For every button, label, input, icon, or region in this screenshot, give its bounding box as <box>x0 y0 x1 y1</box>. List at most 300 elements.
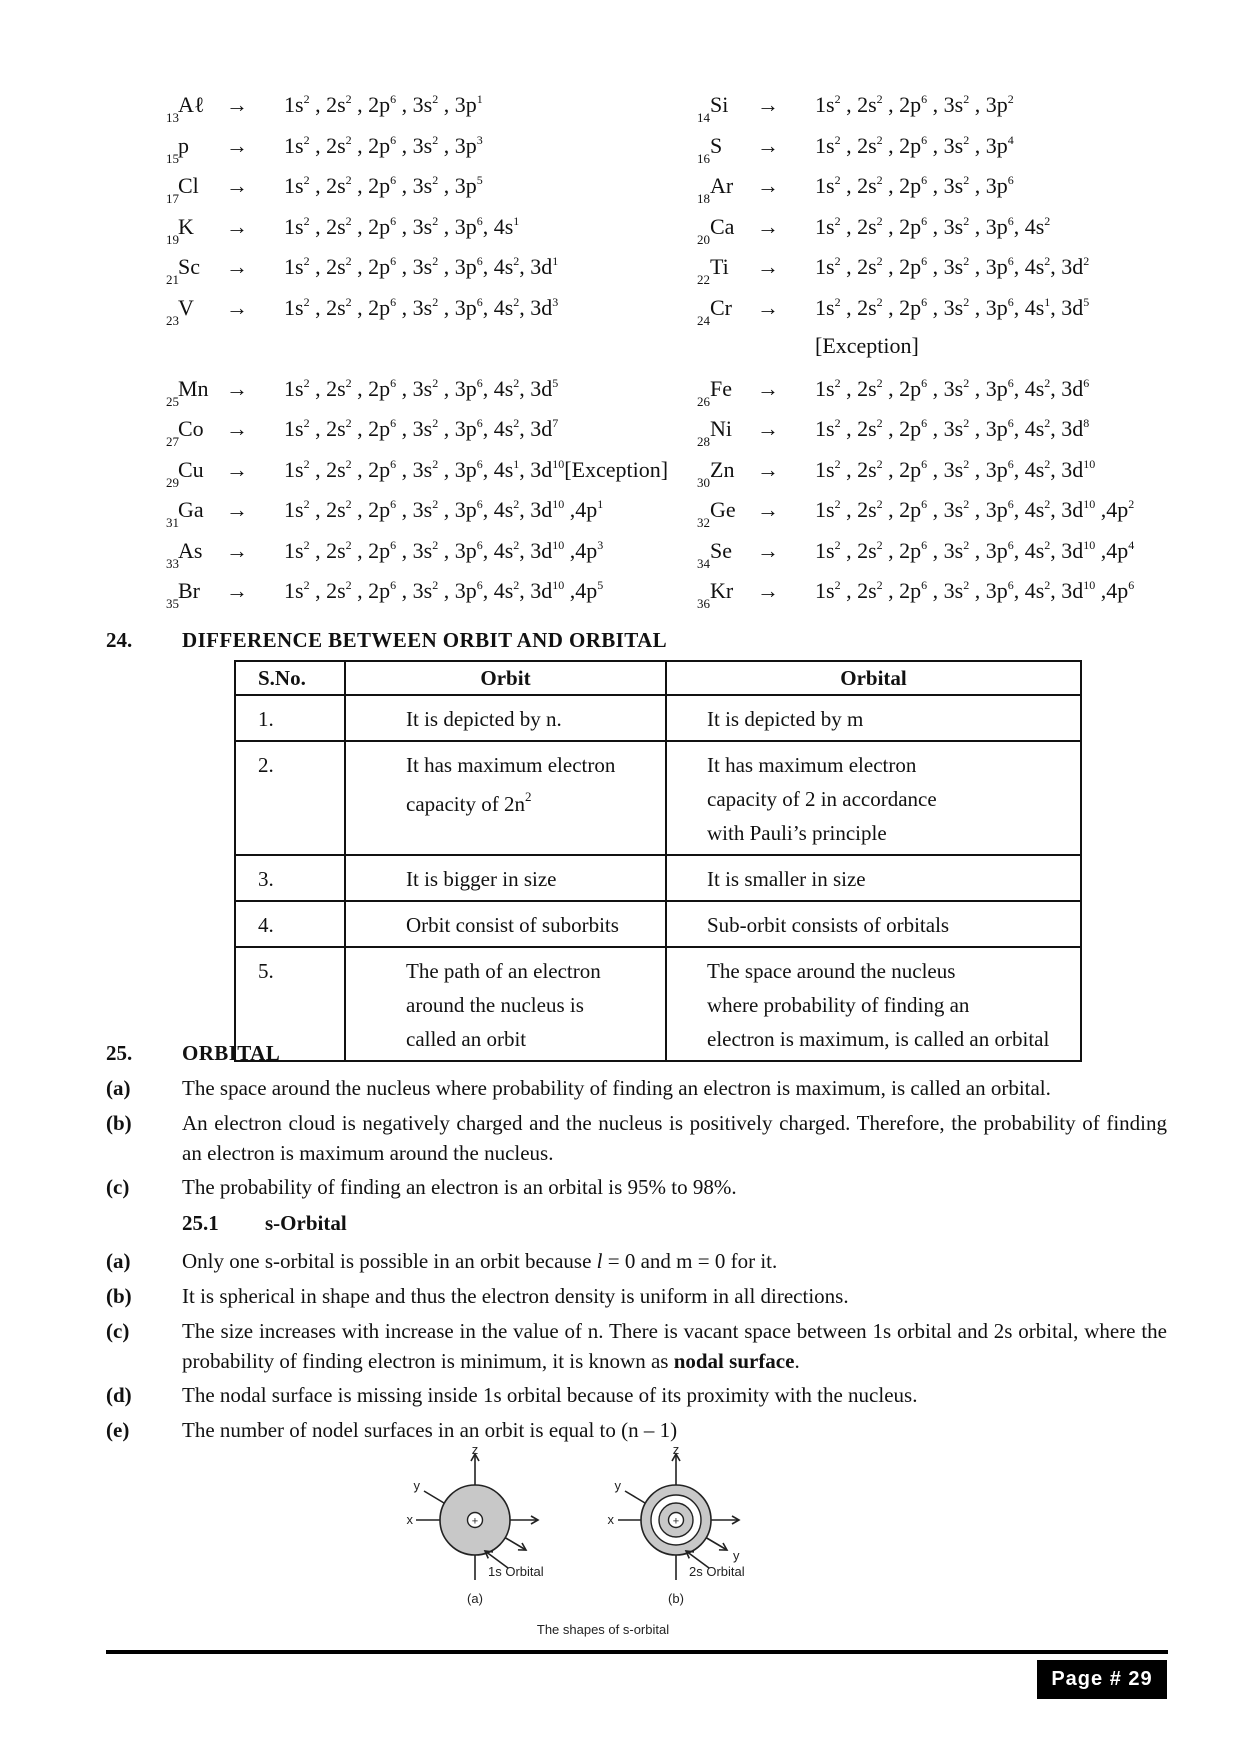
axis-label-y: y <box>413 1478 420 1493</box>
arrow-icon: → <box>757 92 779 117</box>
orbital-term: $3p^6$ <box>454 376 483 401</box>
atomic-number: 29 <box>166 475 179 490</box>
orbital-term: $2p^6$ <box>368 133 397 158</box>
axis-label-z: z <box>672 1442 680 1457</box>
orbital-term: $2s^2$ <box>326 416 352 441</box>
orbital-term: $3s^2$ <box>943 416 970 441</box>
axis-label-z: z <box>471 1442 479 1457</box>
orbital-term: $3s^2$ <box>412 538 439 563</box>
cell-orbit: It is depicted by n. <box>345 695 666 741</box>
orbital-term: $3s^2$ <box>943 538 970 563</box>
orbital-term: $1s^2$ <box>815 538 841 563</box>
orbital-term: $2s^2$ <box>326 92 352 117</box>
table-row <box>235 695 1081 741</box>
orbital-term: $1s^2$ <box>815 92 841 117</box>
orbital-term: $1s^2$ <box>815 416 841 441</box>
nucleus-sign: + <box>672 1515 680 1528</box>
orbital-term: $3p^6$ <box>454 497 483 522</box>
orbital-term: $1s^2$ <box>284 295 310 320</box>
atomic-number: 30 <box>697 475 710 490</box>
electron-configuration: $1s^2$ , $2s^2$ , $2p^6$ , $3s^2$ , $3p^6$, $4s^2$, $3d^1$ <box>284 254 559 279</box>
electron-configuration: $1s^2$ , $2s^2$ , $2p^6$ , $3s^2$ , $3p^5$ <box>284 173 483 198</box>
orbital-term: $3p^6$ <box>454 538 483 563</box>
orbital-term: $4s^2$ <box>493 376 520 401</box>
electron-configuration: $1s^2$ , $2s^2$ , $2p^6$ , $3s^2$ , $3p^6$, $4s^1$ <box>284 214 520 239</box>
electron-configuration: $1s^2$ , $2s^2$ , $2p^6$ , $3s^2$ , $3p^6$, $4s^2$, $3d^5$ <box>284 376 559 401</box>
electron-configuration: $1s^2$ , $2s^2$ , $2p^6$ , $3s^2$ , $3p^6$, $4s^2$, $3d^6$ <box>815 376 1090 401</box>
element-symbol: Ar <box>710 173 734 198</box>
orbital-term: $3d^7$ <box>530 416 559 441</box>
orbital-term: $2p^6$ <box>899 538 928 563</box>
electron-configuration: $1s^2$ , $2s^2$ , $2p^6$ , $3s^2$ , $3p^6$, $4s^1$, $3d^5$ <box>815 295 1090 320</box>
arrow-icon: → <box>757 214 779 239</box>
element-symbol: Fe <box>710 376 732 401</box>
orbital-term: $2s^2$ <box>857 92 883 117</box>
orbital-term: $1s^2$ <box>815 295 841 320</box>
element-symbol: Ga <box>178 497 204 522</box>
cell-orbit: The path of an electron around the nucleus is called an orbit <box>345 947 666 1061</box>
orbital-term: $4s^2$ <box>493 538 520 563</box>
electron-configuration: $1s^2$ , $2s^2$ , $2p^6$ , $3s^2$ , $3p^6$, $4s^2$, $3d^8$ <box>815 416 1090 441</box>
footer-rule <box>106 1650 1168 1654</box>
orbital-term: $3p^6$ <box>454 416 483 441</box>
orbital-term: $3s^2$ <box>943 92 970 117</box>
s-orbital-figure <box>380 1440 840 1645</box>
element-symbol: As <box>178 538 203 563</box>
electron-configuration: $1s^2$ , $2s^2$ , $2p^6$ , $3s^2$ , $3p^6$ <box>815 173 1014 198</box>
orbital-term: $2p^6$ <box>368 497 397 522</box>
orbital-term: $1s^2$ <box>815 457 841 482</box>
element-symbol: Br <box>178 578 200 603</box>
arrow-icon: → <box>226 538 248 563</box>
nucleus-sign: + <box>471 1515 479 1528</box>
orbital-term: $2s^2$ <box>857 376 883 401</box>
electron-configuration: $1s^2$ , $2s^2$ , $2p^6$ , $3s^2$ , $3p^1$ <box>284 92 483 117</box>
item-label: (a) <box>106 1076 131 1100</box>
arrow-icon: → <box>226 295 248 320</box>
table-row <box>235 855 1081 901</box>
arrow-icon: → <box>757 538 779 563</box>
orbital-term: $2p^6$ <box>899 578 928 603</box>
orbital-term: $3s^2$ <box>943 295 970 320</box>
cell-sno: 5. <box>235 947 345 1061</box>
arrow-icon: → <box>757 173 779 198</box>
orbital-2s-diagram <box>608 1442 745 1606</box>
orbital-term: $1s^2$ <box>284 538 310 563</box>
orbital-term: $2s^2$ <box>857 254 883 279</box>
table-header-row <box>235 661 1081 695</box>
table-row <box>235 901 1081 947</box>
electron-configuration: $1s^2$ , $2s^2$ , $2p^6$ , $3s^2$ , $3p^3$ <box>284 133 483 158</box>
orbital-term: $2s^2$ <box>326 578 352 603</box>
atomic-number: 25 <box>166 394 179 409</box>
cell-orbital: It has maximum electron capacity of 2 in accordance with Pauli’s principle <box>666 741 1081 855</box>
orbital-term: $3p^3$ <box>454 133 483 158</box>
orbital-term: $2p^6$ <box>368 376 397 401</box>
cell-sno: 2. <box>235 741 345 855</box>
orbital-term: $3p^6$ <box>985 214 1014 239</box>
orbital-term: $4s^2$ <box>1024 214 1051 239</box>
orbital-term: $2s^2$ <box>857 578 883 603</box>
arrow-icon: → <box>226 254 248 279</box>
orbital-term: $3p^6$ <box>454 214 483 239</box>
atomic-number: 22 <box>697 272 710 287</box>
electron-configuration: $1s^2$ , $2s^2$ , $2p^6$ , $3s^2$ , $3p^6$, $4s^2$, $3d^{10}$ $,4p^2$ <box>815 497 1135 522</box>
element-symbol: S <box>710 133 723 158</box>
orbital-term: $3s^2$ <box>412 295 439 320</box>
arrow-icon: → <box>757 497 779 522</box>
orbital-term: $3p^2$ <box>985 92 1014 117</box>
orbital-term: $3s^2$ <box>412 214 439 239</box>
orbital-term: $4s^2$ <box>1024 578 1051 603</box>
atomic-number: 26 <box>697 394 710 409</box>
orbital-term: $3s^2$ <box>943 497 970 522</box>
electron-configuration: $1s^2$ , $2s^2$ , $2p^6$ , $3s^2$ , $3p^6$, $4s^1$, $3d^{10}[Exception]$ <box>284 457 669 482</box>
element-symbol: Kr <box>710 578 734 603</box>
orbital-term: $3p^6$ <box>985 376 1014 401</box>
orbital-term: $4p^4$ <box>1106 538 1135 563</box>
orbital-term: $2p^6$ <box>368 173 397 198</box>
orbital-term: $1s^2$ <box>284 497 310 522</box>
arrow-icon: → <box>757 457 779 482</box>
item-text: The probability of finding an electron is an orbital is 95% to 98%. <box>182 1175 737 1199</box>
orbital-term: $1s^2$ <box>284 254 310 279</box>
orbital-term: $3p^6$ <box>985 173 1014 198</box>
orbital-term: $2p^6$ <box>368 92 397 117</box>
item-text: The space around the nucleus where probability of finding an electron is maximum, is called an orbital. <box>182 1076 1051 1100</box>
orbital-term: $2s^2$ <box>326 173 352 198</box>
orbital-term: $3d^{10}$ <box>530 497 565 522</box>
y-axis-lower <box>705 1537 727 1550</box>
cell-orbit: Orbit consist of suborbits <box>345 901 666 947</box>
orbital-term: $3p^6$ <box>454 457 483 482</box>
element-symbol: Zn <box>710 457 735 482</box>
atomic-number: 14 <box>697 110 710 125</box>
section-title: DIFFERENCE BETWEEN ORBIT AND ORBITAL <box>182 628 668 652</box>
orbital-term: $3s^2$ <box>943 133 970 158</box>
orbital-term: $2s^2$ <box>857 538 883 563</box>
orbital-term: $4s^2$ <box>493 254 520 279</box>
orbital-term: $3p^6$ <box>985 416 1014 441</box>
cell-orbital: Sub-orbit consists of orbitals <box>666 901 1081 947</box>
orbital-term: $3p^6$ <box>454 254 483 279</box>
orbital-term: $4s^2$ <box>1024 416 1051 441</box>
orbital-term: $2p^6$ <box>899 254 928 279</box>
orbital-term: $3d^{10}$ <box>530 457 565 482</box>
section-number: 25. <box>106 1041 133 1065</box>
orbital-term: $2p^6$ <box>368 578 397 603</box>
element-symbol: Mn <box>178 376 209 401</box>
atomic-number: 15 <box>166 151 179 166</box>
arrow-icon: → <box>757 254 779 279</box>
orbital-term: $2p^6$ <box>368 295 397 320</box>
orbital-term: $3p^4$ <box>985 133 1014 158</box>
atomic-number: 33 <box>166 556 179 571</box>
orbital-term: $3p^6$ <box>985 457 1014 482</box>
atomic-number: 24 <box>697 313 710 328</box>
orbital-term: $3d^5$ <box>1061 295 1090 320</box>
orbital-term: $3d^{10}$ <box>530 538 565 563</box>
orbital-term: $1s^2$ <box>284 133 310 158</box>
atomic-number: 23 <box>166 313 179 328</box>
subsection-title: s-Orbital <box>265 1211 347 1235</box>
axis-label-y: y <box>614 1478 621 1493</box>
orbital-term: $3s^2$ <box>943 214 970 239</box>
atomic-number: 13 <box>166 110 179 125</box>
orbital-term: $4s^2$ <box>493 295 520 320</box>
orbital-term: $2s^2$ <box>326 133 352 158</box>
arrow-icon: → <box>226 376 248 401</box>
arrow-icon: → <box>757 295 779 320</box>
orbital-term: $3p^6$ <box>985 578 1014 603</box>
item-text: The number of nodel surfaces in an orbit is equal to (n – 1) <box>182 1418 678 1442</box>
orbital-term: $4s^1$ <box>1024 295 1051 320</box>
orbital-term: $2p^6$ <box>899 457 928 482</box>
orbital-term: $3s^2$ <box>943 578 970 603</box>
orbital-term: $3s^2$ <box>943 457 970 482</box>
orbital-term: $2s^2$ <box>857 133 883 158</box>
axis-label-x: x <box>406 1512 413 1527</box>
table-row <box>235 947 1081 1061</box>
orbital-term: $2p^6$ <box>899 92 928 117</box>
orbital-term: $3d^8$ <box>1061 416 1090 441</box>
orbital-term: $2p^6$ <box>899 376 928 401</box>
element-symbol: K <box>178 214 194 239</box>
element-symbol: Ge <box>710 497 736 522</box>
orbital-term: $4s^1$ <box>493 214 520 239</box>
orbital-term: $3s^2$ <box>943 376 970 401</box>
section-number: 24. <box>106 628 133 652</box>
electron-configuration: $1s^2$ , $2s^2$ , $2p^6$ , $3s^2$ , $3p^6$, $4s^2$ <box>815 214 1051 239</box>
item-label: (b) <box>106 1284 132 1308</box>
element-symbol: Ti <box>710 254 729 279</box>
header-orbit: Orbit <box>345 661 666 695</box>
panel-label-b: (b) <box>668 1591 684 1606</box>
item-label: (a) <box>106 1249 131 1273</box>
figure-caption: The shapes of s-orbital <box>536 1622 670 1637</box>
arrow-icon: → <box>226 92 248 117</box>
panel-label-a: (a) <box>467 1591 483 1606</box>
atomic-number: 32 <box>697 515 710 530</box>
orbital-term: $3s^2$ <box>412 376 439 401</box>
orbital-term: $2p^6$ <box>899 416 928 441</box>
cell-orbit: It has maximum electron capacity of $2n^2$ <box>345 741 666 855</box>
arrow-icon: → <box>226 416 248 441</box>
orbital-term: $1s^2$ <box>284 92 310 117</box>
orbital-term: $3s^2$ <box>412 254 439 279</box>
orbital-term: $3d^6$ <box>1061 376 1090 401</box>
element-symbol: p <box>178 133 189 158</box>
header-sno: S.No. <box>235 661 345 695</box>
element-symbol: Ca <box>710 214 735 239</box>
arrow-icon: → <box>757 376 779 401</box>
orbit-vs-orbital-table <box>234 660 1082 1062</box>
electron-configuration: $1s^2$ , $2s^2$ , $2p^6$ , $3s^2$ , $3p^6$, $4s^2$, $3d^{10}$ $,4p^5$ <box>284 578 604 603</box>
atomic-number: 31 <box>166 515 179 530</box>
orbital-term: $2s^2$ <box>326 214 352 239</box>
orbital-term: $2s^2$ <box>326 376 352 401</box>
orbital-term: $2p^6$ <box>899 497 928 522</box>
electron-configuration: $1s^2$ , $2s^2$ , $2p^6$ , $3s^2$ , $3p^6$, $4s^2$, $3d^{10}$ $,4p^3$ <box>284 538 604 563</box>
orbital-term: $3s^2$ <box>943 173 970 198</box>
cell-sno: 4. <box>235 901 345 947</box>
header-orbital: Orbital <box>666 661 1081 695</box>
orbital-term: $2s^2$ <box>326 497 352 522</box>
element-symbol: Cl <box>178 173 199 198</box>
orbital-term: $2p^6$ <box>368 254 397 279</box>
orbital-term: $1s^2$ <box>284 416 310 441</box>
item-label: (b) <box>106 1111 132 1135</box>
orbital-term: $3s^2$ <box>412 173 439 198</box>
electron-configuration: $1s^2$ , $2s^2$ , $2p^6$ , $3s^2$ , $3p^6$, $4s^2$, $3d^2$ <box>815 254 1090 279</box>
axis-label-y-lower: y <box>733 1548 740 1563</box>
cell-orbital: It is depicted by m <box>666 695 1081 741</box>
orbital-term: $2p^6$ <box>368 538 397 563</box>
orbital-term: $3p^6$ <box>454 295 483 320</box>
electron-configuration: $1s^2$ , $2s^2$ , $2p^6$ , $3s^2$ , $3p^6$, $4s^2$, $3d^{10}$ $,4p^1$ <box>284 497 604 522</box>
cell-orbital: It is smaller in size <box>666 855 1081 901</box>
electron-configuration: $1s^2$ , $2s^2$ , $2p^6$ , $3s^2$ , $3p^2$ <box>815 92 1014 117</box>
item-label: (c) <box>106 1319 130 1343</box>
orbital-term: $1s^2$ <box>815 254 841 279</box>
orbital-term: $1s^2$ <box>815 376 841 401</box>
element-symbol: V <box>178 295 194 320</box>
orbital-term: $2p^6$ <box>368 457 397 482</box>
atomic-number: 27 <box>166 434 179 449</box>
table-row <box>235 741 1081 855</box>
orbital-2s-label: 2s Orbital <box>689 1564 745 1579</box>
orbital-term: $3d^5$ <box>530 376 559 401</box>
orbital-term: $3p^6$ <box>985 254 1014 279</box>
electron-configuration: $1s^2$ , $2s^2$ , $2p^6$ , $3s^2$ , $3p^6$, $4s^2$, $3d^3$ <box>284 295 559 320</box>
orbital-term: $2s^2$ <box>857 457 883 482</box>
element-symbol: Aℓ <box>178 92 205 117</box>
orbital-term: $3p^5$ <box>454 173 483 198</box>
subsection-number: 25.1 <box>182 1211 219 1235</box>
orbital-term: $3p^6$ <box>985 295 1014 320</box>
orbital-term: $1s^2$ <box>284 214 310 239</box>
atomic-number: 35 <box>166 596 179 611</box>
item-label: (d) <box>106 1383 132 1407</box>
orbital-term: $4p^6$ <box>1106 578 1135 603</box>
atomic-number: 34 <box>697 556 710 571</box>
orbital-term: $3p^6$ <box>985 538 1014 563</box>
orbital-term: $1s^2$ <box>284 578 310 603</box>
orbital-term: $3p^6$ <box>985 497 1014 522</box>
orbital-term: $4s^2$ <box>493 578 520 603</box>
orbital-term: $1s^2$ <box>815 133 841 158</box>
orbital-term: $3s^2$ <box>412 497 439 522</box>
item-text: It is spherical in shape and thus the electron density is uniform in all directions. <box>182 1284 849 1308</box>
arrow-icon: → <box>757 416 779 441</box>
section-title: ORBITAL <box>182 1041 281 1065</box>
exception-note: [Exception] <box>564 457 669 482</box>
electron-configuration: $1s^2$ , $2s^2$ , $2p^6$ , $3s^2$ , $3p^6$, $4s^2$, $3d^{10}$ <box>815 457 1096 482</box>
orbital-term: $2s^2$ <box>857 214 883 239</box>
orbital-term: $3d^{10}$ <box>1061 497 1096 522</box>
cell-sno: 1. <box>235 695 345 741</box>
element-symbol: Sc <box>178 254 200 279</box>
item-text: The nodal surface is missing inside 1s orbital because of its proximity with the nucleus. <box>182 1383 918 1407</box>
orbital-term: $4s^2$ <box>1024 457 1051 482</box>
orbital-term: $4p^3$ <box>575 538 604 563</box>
orbital-term: $2s^2$ <box>326 295 352 320</box>
orbital-term: $4s^2$ <box>1024 376 1051 401</box>
element-symbol: Cr <box>710 295 732 320</box>
orbital-term: $2s^2$ <box>326 457 352 482</box>
cell-orbital: The space around the nucleus where probability of finding an electron is maximum, is called an orbital <box>666 947 1081 1061</box>
y-axis-upper <box>625 1491 645 1503</box>
item-text: The size increases with increase in the value of n. There is vacant space between 1s orbital and 2s orbital, where the probability of finding electron is minimum, it is known as nodal surface. <box>182 1319 1167 1373</box>
orbital-term: $4s^2$ <box>493 416 520 441</box>
orbital-term: $3d^1$ <box>530 254 559 279</box>
item-label: (e) <box>106 1418 130 1442</box>
arrow-icon: → <box>226 497 248 522</box>
atomic-number: 21 <box>166 272 179 287</box>
orbital-term: $2s^2$ <box>857 173 883 198</box>
orbital-term: $3d^{10}$ <box>530 578 565 603</box>
atomic-number: 16 <box>697 151 710 166</box>
atomic-number: 18 <box>697 191 710 206</box>
orbital-term: $2p^6$ <box>368 416 397 441</box>
orbital-term: $1s^2$ <box>815 578 841 603</box>
orbital-term: $2p^6$ <box>368 214 397 239</box>
orbital-term: $4s^2$ <box>1024 254 1051 279</box>
axis-label-x: x <box>607 1512 614 1527</box>
cell-orbit: It is bigger in size <box>345 855 666 901</box>
orbital-term: $3p^1$ <box>454 92 483 117</box>
orbital-term: $2s^2$ <box>857 295 883 320</box>
arrow-icon: → <box>226 457 248 482</box>
orbital-term: $4s^2$ <box>1024 538 1051 563</box>
orbital-term: $2s^2$ <box>857 416 883 441</box>
arrow-icon: → <box>757 578 779 603</box>
item-label: (c) <box>106 1175 130 1199</box>
orbital-term: $2s^2$ <box>326 538 352 563</box>
arrow-icon: → <box>757 133 779 158</box>
orbital-term: $4s^2$ <box>493 497 520 522</box>
element-symbol: Co <box>178 416 204 441</box>
orbital-term: $3d^{10}$ <box>1061 457 1096 482</box>
atomic-number: 28 <box>697 434 710 449</box>
item-text: An electron cloud is negatively charged and the nucleus is positively charged. Therefore, the probability of finding an electron is maximum around the nucleus. <box>182 1111 1167 1165</box>
atomic-number: 36 <box>697 596 710 611</box>
item-text: Only one s-orbital is possible in an orbit because l = 0 and m = 0 for it. <box>182 1249 778 1273</box>
element-symbol: Ni <box>710 416 732 441</box>
orbital-term: $3s^2$ <box>412 416 439 441</box>
orbital-term: $3s^2$ <box>412 578 439 603</box>
orbital-term: $3d^{10}$ <box>1061 538 1096 563</box>
y-axis-lower <box>504 1537 526 1550</box>
arrow-icon: → <box>226 173 248 198</box>
arrow-icon: → <box>226 214 248 239</box>
orbital-term: $4s^2$ <box>1024 497 1051 522</box>
orbital-term: $2s^2$ <box>857 497 883 522</box>
orbital-term: $4p^1$ <box>575 497 604 522</box>
orbital-term: $1s^2$ <box>284 173 310 198</box>
orbital-term: $3d^2$ <box>1061 254 1090 279</box>
element-symbol: Si <box>710 92 729 117</box>
orbital-term: $1s^2$ <box>284 376 310 401</box>
orbital-term: $3s^2$ <box>412 133 439 158</box>
orbital-term: $1s^2$ <box>815 214 841 239</box>
orbital-term: $3s^2$ <box>943 254 970 279</box>
atomic-number: 17 <box>166 191 179 206</box>
orbital-term: $4p^5$ <box>575 578 604 603</box>
element-symbol: Cu <box>178 457 204 482</box>
orbital-term: $1s^2$ <box>815 173 841 198</box>
element-symbol: Se <box>710 538 732 563</box>
